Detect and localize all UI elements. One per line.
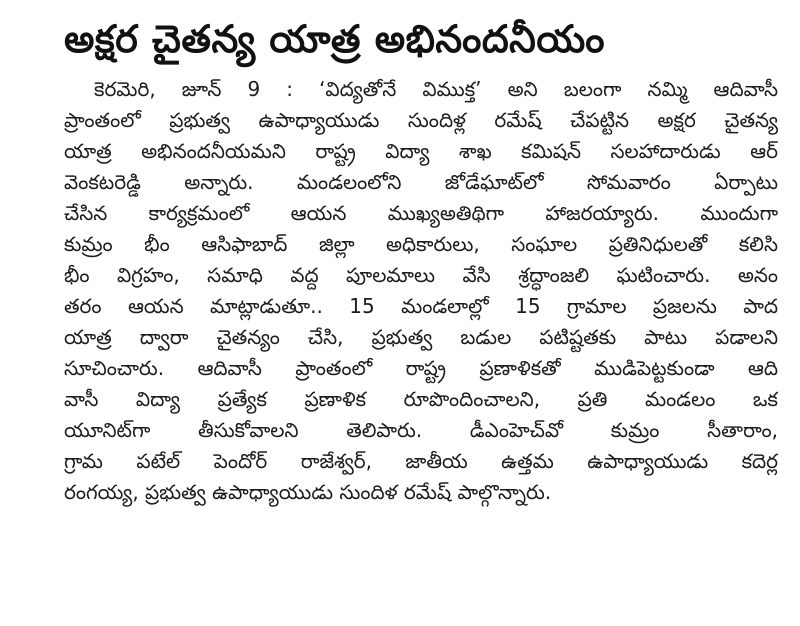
body-line: భీం విగ్రహం, సమాధి వద్ద పూలమాలు వేసి శ్రద్ధాంజలి ఘటించారు. అనం (64, 263, 778, 287)
body-line: చేసిన కార్యక్రమంలో ఆయన ముఖ్యఅతిథిగా హాజరయ్యారు. ముందుగా (64, 201, 778, 225)
body-line: రంగయ్య, ప్రభుత్వ ఉపాధ్యాయుడు సుందిళ రమేష్ పాల్గొన్నారు. (64, 480, 552, 504)
cropped-previous-line (48, 0, 688, 5)
body-line: యూనిట్‌గా తీసుకోవాలని తెలిపారు. డీఎంహెచ్‌వో కుమ్రం సీతారాం, (64, 418, 778, 442)
body-line: వాసీ విద్యా ప్రత్యేక ప్రణాళిక రూపొందించాలని, ప్రతి మండలం ఒక (64, 387, 778, 411)
body-line: ప్రాంతంలో ప్రభుత్వ ఉపాధ్యాయుడు సుందిళ్ల రమేష్ చేపట్టిన అక్షర చైతన్య (64, 108, 778, 132)
body-line: యాత్ర ద్వారా చైతన్యం చేసి, ప్రభుత్వ బడుల పటిష్టతకు పాటు పడాలని (64, 325, 778, 349)
body-line: తరం ఆయన మాట్లాడుతూ.. 15 మండలాల్లో 15 గ్రామాల ప్రజలను పాద (64, 294, 778, 318)
article-body (64, 74, 778, 508)
article-headline: అక్షర చైతన్య యాత్ర అభినందనీయం (64, 17, 605, 61)
body-line: కుమ్రం భీం ఆసిఫాబాద్ జిల్లా అధికారులు, సంఘాల ప్రతినిధులతో కలిసి (64, 232, 778, 256)
body-line: యాత్ర అభినందనీయమని రాష్ట్ర విద్యా శాఖ కమిషన్ సలహాదారుడు ఆర్ (64, 139, 778, 163)
body-line: సూచించారు. ఆదివాసీ ప్రాంతంలో రాష్ట్ర ప్రణాళికతో ముడిపెట్టకుండా ఆది (64, 356, 778, 380)
body-line: వెంకటరెడ్డి అన్నారు. మండలంలోని జోడేఘాట్‌లో సోమవారం ఏర్పాటు (64, 170, 778, 194)
body-line: గ్రామ పటేల్ పెందోర్ రాజేశ్వర్, జాతీయ ఉత్తమ ఉపాధ్యాయుడు కదెర్ల (64, 449, 778, 473)
body-line: కెరమెరి, జూన్ 9 : ‘విద్యతోనే విముక్త’ అని బలంగా నమ్మి ఆదివాసీ (94, 77, 778, 101)
